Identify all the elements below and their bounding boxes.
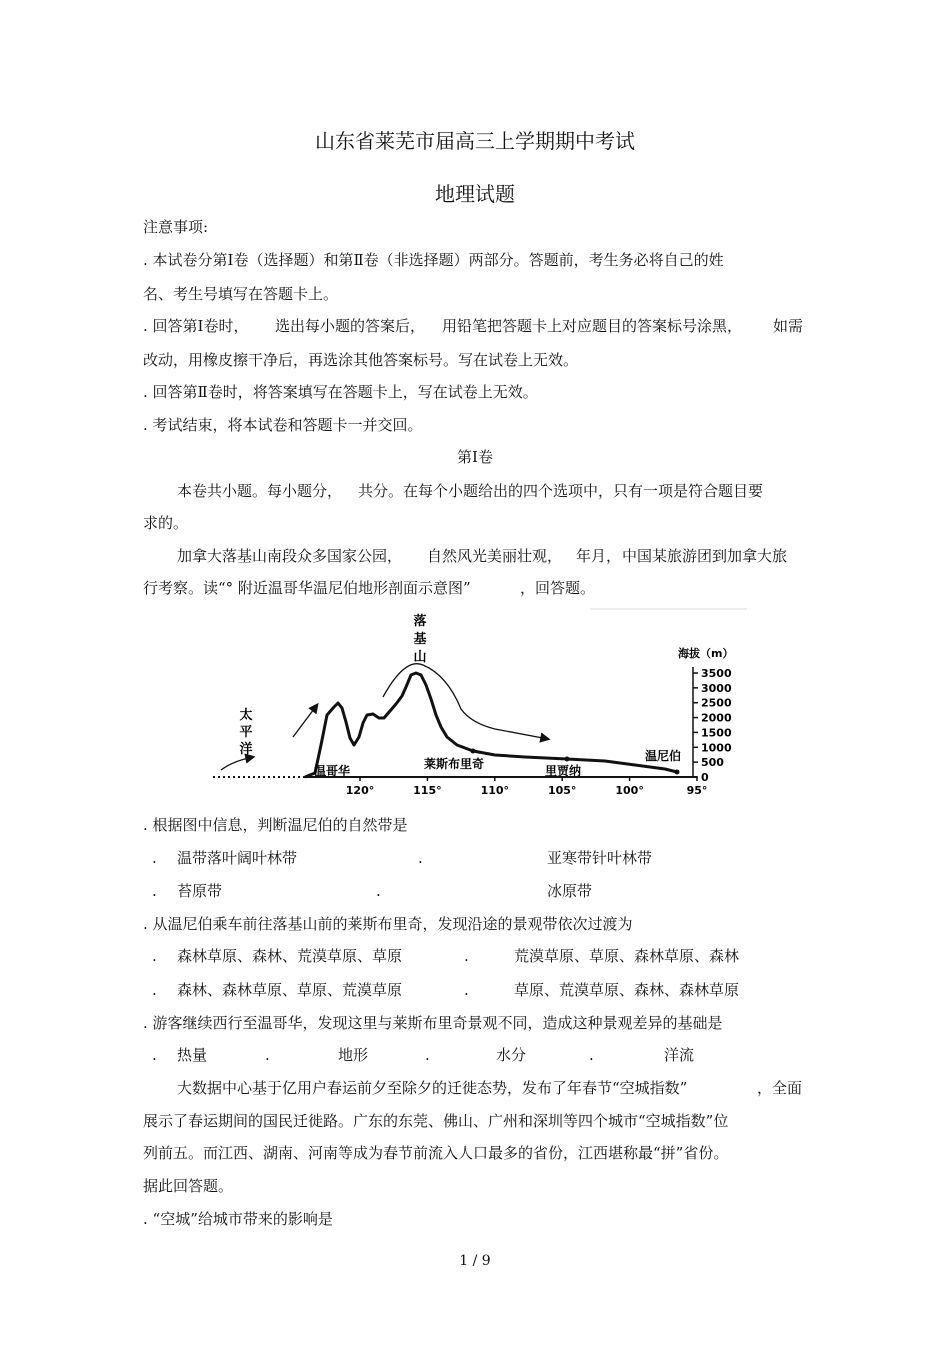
notice-line: 如需 — [773, 317, 804, 335]
option-marker: . — [152, 849, 157, 867]
passage-text: 年月， — [576, 547, 622, 565]
option-marker: . — [376, 882, 381, 900]
city-marker — [675, 770, 680, 775]
notice-line: . 回答第Ⅰ卷时， — [143, 317, 249, 335]
terrain-profile-figure — [205, 605, 734, 800]
question-stem: . “空城”给城市带来的影响是 — [143, 1210, 333, 1228]
y-tick-label: 0 — [701, 771, 709, 784]
option-marker: . — [464, 947, 469, 965]
x-tick-label: 105° — [547, 784, 577, 797]
y-tick-label: 500 — [701, 756, 724, 770]
passage-text: 展示了春运期间的国民迁徙路。广东的东莞、佛山、广州和深圳等四个城市“空城指数”位 — [143, 1112, 729, 1130]
passage-text: 自然风光美丽壮观， — [427, 547, 563, 565]
passage-text: 列前五。而江西、湖南、河南等成为春节前流入人口最多的省份，江西堪称最“拼”省份。 — [143, 1144, 729, 1162]
ocean-label: 太 — [239, 708, 253, 723]
option-b: 地形 — [338, 1046, 369, 1064]
x-tick-label: 110° — [480, 784, 510, 797]
section-heading: 第Ⅰ卷 — [457, 448, 493, 466]
passage-text: 中国某旅游团到加拿大旅 — [622, 547, 788, 565]
question-stem: . 根据图中信息，判断温尼伯的自然带是 — [143, 816, 408, 834]
option-b: 亚寒带针叶林带 — [547, 849, 653, 867]
x-tick-label: 120° — [345, 784, 375, 797]
passage-text: 大数据中心基于亿用户春运前夕至除夕的迁徙态势，发布了年春节“空城指数” — [177, 1079, 688, 1097]
y-tick-label: 2000 — [701, 711, 732, 725]
notice-line: . 考试结束，将本试卷和答题卡一并交回。 — [143, 416, 423, 434]
terrain-profile-line — [305, 673, 677, 777]
wind-arrow — [221, 757, 253, 770]
wind-arrow — [383, 664, 548, 739]
option-d: 冰原带 — [547, 882, 593, 900]
y-tick-label: 3500 — [701, 667, 732, 680]
notice-line: 改动，用橡皮擦干净后，再选涂其他答案标号。写在试卷上无效。 — [143, 351, 579, 369]
x-tick-label: 95° — [686, 784, 708, 797]
option-d: 草原、荒漠草原、森林、森林草原 — [514, 981, 740, 999]
notice-heading: 注意事项: — [143, 218, 209, 236]
notice-line: 选出每小题的答案后， — [275, 317, 426, 335]
mountain-label: 山 — [413, 650, 427, 665]
notice-line: . 本试卷分第Ⅰ卷（选择题）和第Ⅱ卷（非选择题）两部分。答题前，考生务必将自己的姓 — [143, 251, 724, 269]
option-c: 水分 — [496, 1046, 527, 1064]
option-marker: . — [152, 947, 157, 965]
mountain-label: 基 — [413, 632, 427, 647]
ocean-label: 平 — [239, 725, 253, 740]
wind-arrow — [293, 705, 317, 737]
option-d: 洋流 — [664, 1046, 695, 1064]
place-label: 里贾纳 — [545, 764, 582, 778]
y-tick-label: 2500 — [701, 696, 732, 710]
ocean-label: 洋 — [239, 742, 253, 757]
y-tick-label: 1000 — [701, 741, 732, 755]
passage-text: 据此回答题。 — [143, 1177, 234, 1195]
section-intro: 本卷共小题。每小题分， — [177, 482, 343, 500]
option-marker: . — [152, 981, 157, 999]
option-a: 温带落叶阔叶林带 — [177, 849, 298, 867]
option-marker: . — [152, 1046, 157, 1064]
option-marker: . — [589, 1046, 594, 1064]
option-marker: . — [152, 882, 157, 900]
option-marker: . — [464, 981, 469, 999]
x-tick-label: 115° — [413, 784, 442, 797]
option-marker: . — [418, 849, 423, 867]
passage-text: 加拿大落基山南段众多国家公园， — [177, 547, 403, 565]
option-a: 森林草原、森林、荒漠草原、草原 — [177, 947, 403, 965]
option-c: 苔原带 — [177, 882, 223, 900]
y-tick-label: 3000 — [701, 681, 732, 695]
question-stem: . 从温尼伯乘车前往落基山前的莱斯布里奇，发现沿途的景观带依次过渡为 — [143, 915, 633, 933]
option-c: 森林、森林草原、草原、荒漠草原 — [177, 981, 403, 999]
option-marker: . — [425, 1046, 430, 1064]
question-stem: . 游客继续西行至温哥华，发现这里与莱斯布里奇景观不同，造成这种景观差异的基础是 — [143, 1014, 723, 1032]
notice-line: 用铅笔把答题卡上对应题目的答案标号涂黑， — [442, 317, 743, 335]
passage-text: ，回答题。 — [520, 579, 596, 597]
x-tick-label: 100° — [615, 784, 644, 797]
section-intro: 求的。 — [143, 514, 189, 532]
city-marker — [471, 749, 476, 754]
city-marker — [565, 757, 570, 762]
option-marker: . — [265, 1046, 270, 1064]
place-label: 莱斯布里奇 — [424, 757, 485, 771]
page-title: 山东省莱芜市届高三上学期期中考试 — [315, 129, 635, 153]
notice-line: . 回答第Ⅱ卷时，将答案填写在答题卡上，写在试卷上无效。 — [143, 383, 538, 401]
page-subtitle: 地理试题 — [435, 182, 515, 206]
y-tick-label: 1500 — [701, 726, 732, 740]
page-number: 1 / 9 — [459, 1253, 491, 1269]
y-axis-title: 海拔（m） — [678, 647, 734, 660]
section-intro: 共分。在每个小题给出的四个选项中，只有一项是符合题目要 — [358, 482, 764, 500]
passage-text: 行考察。读“° 附近温哥华温尼伯地形剖面示意图” — [143, 579, 471, 597]
place-label: 温哥华 — [314, 764, 351, 778]
place-label: 温尼伯 — [645, 749, 682, 763]
option-a: 热量 — [177, 1046, 208, 1064]
passage-text: ，全面 — [757, 1079, 803, 1097]
notice-line: 名、考生号填写在答题卡上。 — [143, 285, 339, 303]
option-b: 荒漠草原、草原、森林草原、森林 — [514, 947, 740, 965]
mountain-label: 落 — [413, 614, 427, 629]
